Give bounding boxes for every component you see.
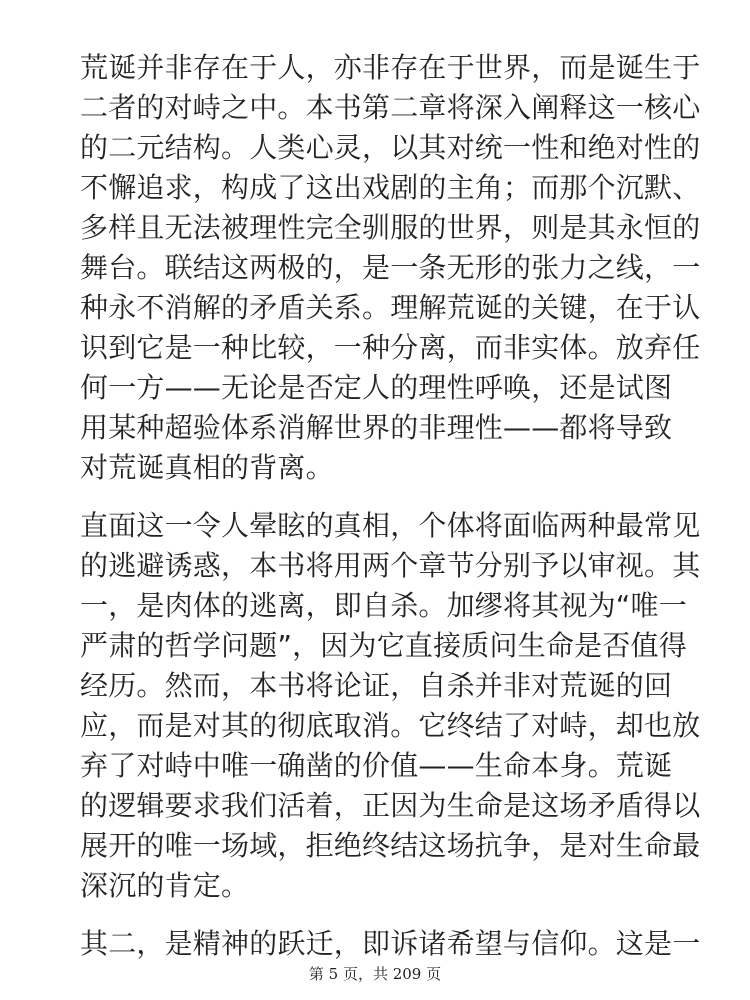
text-line: 深沉的肯定。 <box>80 869 250 902</box>
text-line: 的二元结构。人类心灵，以其对统一性和绝对性的 <box>80 131 701 164</box>
text-line: 何一方——无论是否定人的理性呼唤，还是试图 <box>80 371 673 404</box>
text-line: 荒诞并非存在于人，亦非存在于世界，而是诞生于 <box>80 51 701 84</box>
body-text <box>80 48 701 982</box>
text-line: 严肃的哲学问题”，因为它直接质问生命是否值得 <box>80 629 687 662</box>
text-line: 识到它是一种比较，一种分离，而非实体。放弃任 <box>80 331 701 364</box>
text-line: 不懈追求，构成了这出戏剧的主角；而那个沉默、 <box>80 171 701 204</box>
text-line: 种永不消解的矛盾关系。理解荒诞的关键，在于认 <box>80 291 701 324</box>
text-line: 直面这一令人晕眩的真相，个体将面临两种最常见 <box>80 509 701 542</box>
text-line: 多样且无法被理性完全驯服的世界，则是其永恒的 <box>80 211 701 244</box>
page-footer <box>0 964 750 984</box>
paragraph <box>80 506 701 906</box>
text-line: 一，是肉体的逃离，即自杀。加缪将其视为“唯一 <box>80 589 687 622</box>
text-line: 舞台。联结这两极的，是一条无形的张力之线，一 <box>80 251 701 284</box>
text-line: 其二，是精神的跃迁，即诉诸希望与信仰。这是一 <box>80 927 701 960</box>
text-line: 的逻辑要求我们活着，正因为生命是这场矛盾得以 <box>80 789 701 822</box>
text-line: 的逃避诱惑，本书将用两个章节分别予以审视。其 <box>80 549 701 582</box>
text-line: 对荒诞真相的背离。 <box>80 451 334 484</box>
text-line: 展开的唯一场域，拒绝终结这场抗争，是对生命最 <box>80 829 701 862</box>
text-line: 弃了对峙中唯一确凿的价值——生命本身。荒诞 <box>80 749 673 782</box>
page-number-indicator: 第 5 页，共 209 页 <box>308 965 442 983</box>
text-line: 二者的对峙之中。本书第二章将深入阐释这一核心 <box>80 91 701 124</box>
text-line: 经历。然而，本书将论证，自杀并非对荒诞的回 <box>80 669 673 702</box>
paragraph <box>80 48 701 488</box>
text-line: 用某种超验体系消解世界的非理性——都将导致 <box>80 411 673 444</box>
text-line: 应，而是对其的彻底取消。它终结了对峙，却也放 <box>80 709 701 742</box>
paragraph <box>80 924 701 964</box>
